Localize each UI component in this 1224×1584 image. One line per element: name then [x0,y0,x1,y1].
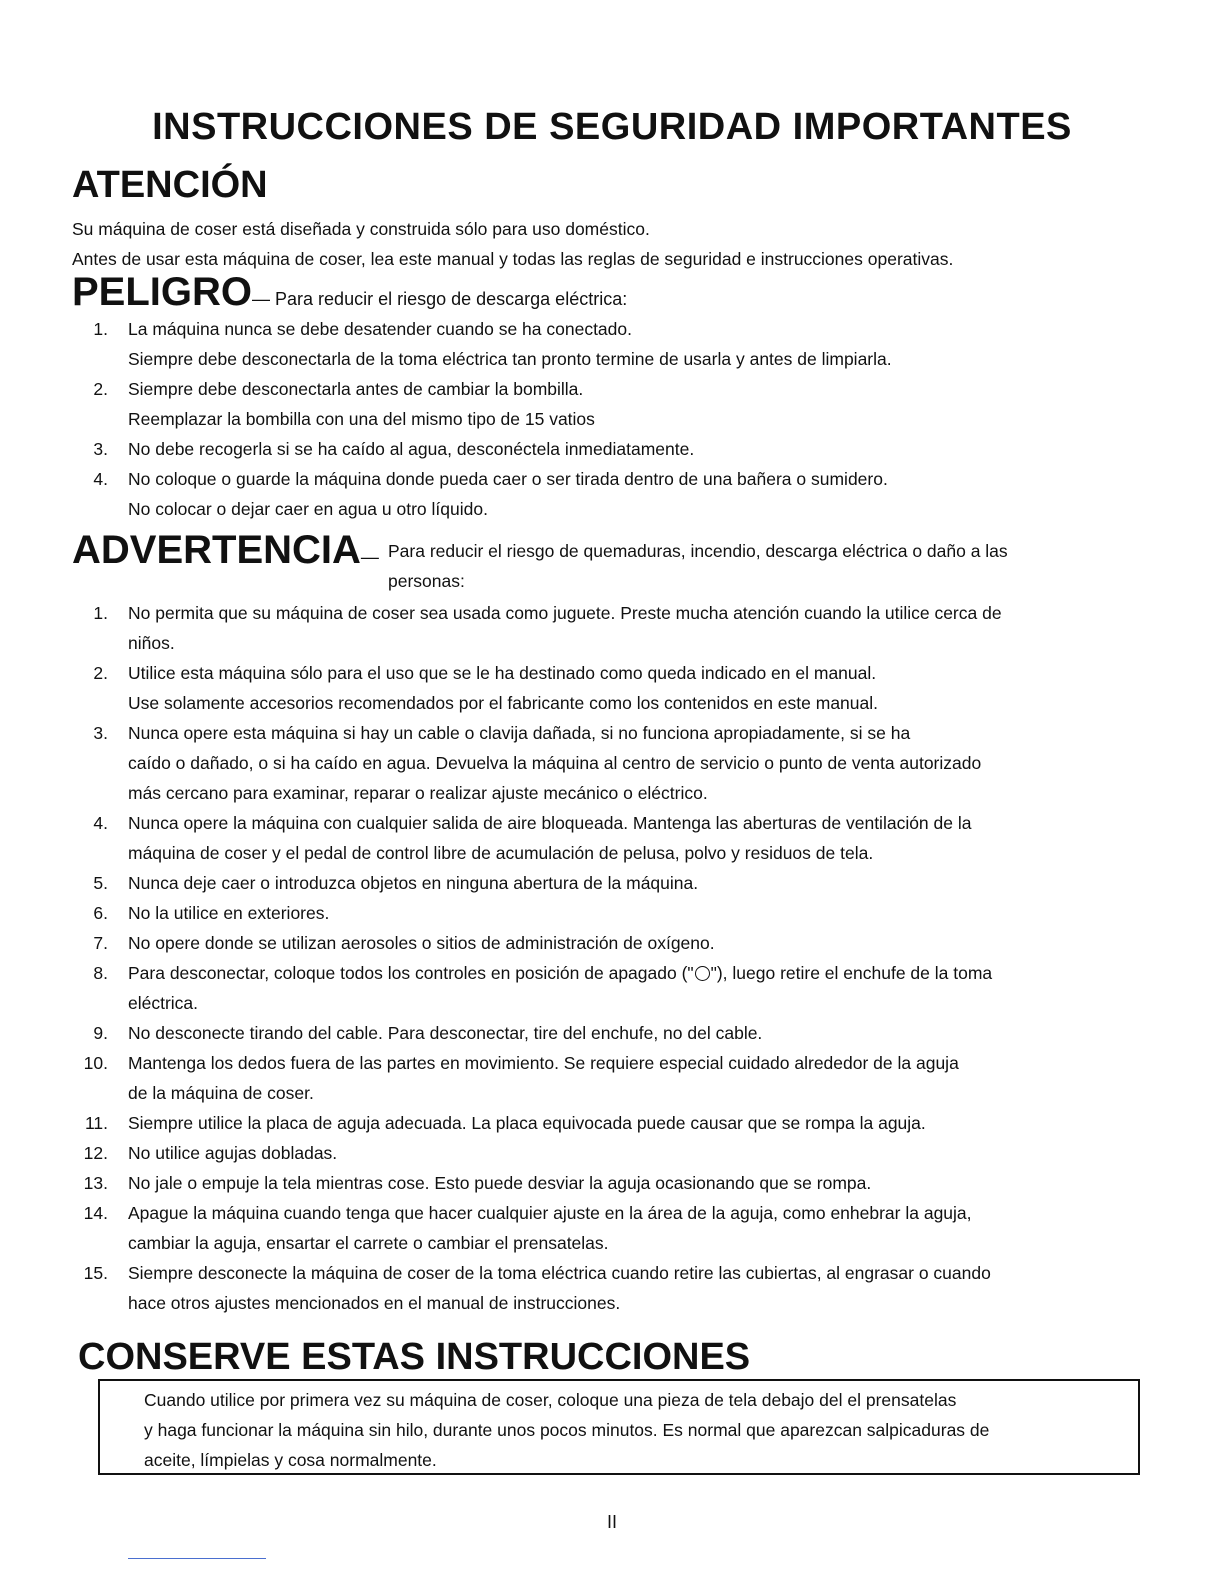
item-number: 15. [83,1263,108,1283]
list-item [80,868,1002,898]
advertencia-heading [72,528,379,573]
peligro-list [80,314,892,524]
bottom-rule [128,1558,266,1559]
list-item [80,598,1002,658]
list-item [80,1198,1002,1258]
list-item [80,1048,1002,1108]
advertencia-intro-line-2: personas: [388,571,465,591]
list-item [80,1258,1002,1318]
item-line: eléctrica. [128,993,199,1013]
item-line: La máquina nunca se debe desatender cuando se ha conectado. [128,319,632,339]
item-line: Siempre debe desconectarla de la toma eléctrica tan pronto termine de usarla y antes de limpiarla. [128,349,892,369]
item-number: 3. [93,439,108,459]
item-number: 7. [93,933,108,953]
item-line: No opere donde se utilizan aerosoles o sitios de administración de oxígeno. [128,933,715,953]
item-line: No colocar o dejar caer en agua u otro líquido. [128,499,488,519]
item-line: de la máquina de coser. [128,1083,314,1103]
advertencia-dash: — [360,547,379,567]
list-item [80,1138,1002,1168]
page-number: II [606,1512,617,1532]
list-item [80,898,1002,928]
item-line: Siempre debe desconectarla antes de cambiar la bombilla. [128,379,584,399]
item-line: Nunca deje caer o introduzca objetos en ninguna abertura de la máquina. [128,873,699,893]
item-line: niños. [128,633,175,653]
item-number: 2. [93,663,108,683]
item-number: 5. [93,873,108,893]
item-number: 1. [93,603,108,623]
item-line [128,958,1002,988]
item-line: Utilice esta máquina sólo para el uso que se le ha destinado como queda indicado en el manual. [128,663,877,683]
item-number: 1. [93,319,108,339]
list-item [80,1108,1002,1138]
item-line: No coloque o guarde la máquina donde pueda caer o ser tirada dentro de una bañera o sumidero. [128,469,888,489]
list-item [80,314,892,374]
notice-line-1: Cuando utilice por primera vez su máquina de coser, coloque una pieza de tela debajo del el prensatelas [144,1390,957,1410]
item-number: 2. [93,379,108,399]
item-line: caído o dañado, o si ha caído en agua. Devuelva la máquina al centro de servicio o punto de venta autorizado [128,753,982,773]
advertencia-intro-line-1: Para reducir el riesgo de quemaduras, incendio, descarga eléctrica o daño a las [388,541,1008,561]
notice-line-2: y haga funcionar la máquina sin hilo, durante unos pocos minutos. Es normal que aparezcan salpicaduras de [144,1420,990,1440]
item-text-part: "), luego retire el enchufe de la toma [710,963,993,983]
item-line: Mantenga los dedos fuera de las partes en movimiento. Se requiere especial cuidado alrededor de la aguja [128,1053,959,1073]
item-number: 3. [93,723,108,743]
peligro-intro: — Para reducir el riesgo de descarga eléctrica: [252,289,628,309]
item-line: No desconecte tirando del cable. Para desconectar, tire del enchufe, no del cable. [128,1023,763,1043]
item-line: No utilice agujas dobladas. [128,1143,338,1163]
item-line: máquina de coser y el pedal de control libre de acumulación de pelusa, polvo y residuos de tela. [128,843,874,863]
list-item [80,464,892,524]
atencion-heading: ATENCIÓN [72,164,268,206]
item-line: No la utilice en exteriores. [128,903,330,923]
item-line: Siempre desconecte la máquina de coser de la toma eléctrica cuando retire las cubiertas, al engrasar o cuando [128,1263,991,1283]
list-item [80,718,1002,808]
list-item [80,808,1002,868]
conserve-heading: CONSERVE ESTAS INSTRUCCIONES [78,1336,751,1378]
item-line: No jale o empuje la tela mientras cose. Esto puede desviar la aguja ocasionando que se rompa. [128,1173,872,1193]
off-circle-icon [695,966,710,981]
item-number: 9. [93,1023,108,1043]
item-line: Nunca opere esta máquina si hay un cable o clavija dañada, si no funciona apropiadamente, si se ha [128,723,911,743]
item-line: Use solamente accesorios recomendados por el fabricante como los contenidos en este manual. [128,693,878,713]
item-line: Siempre utilice la placa de aguja adecuada. La placa equivocada puede causar que se rompa la aguja. [128,1113,926,1133]
item-line: Reemplazar la bombilla con una del mismo tipo de 15 vatios [128,409,595,429]
list-item [80,1018,1002,1048]
item-line: Nunca opere la máquina con cualquier salida de aire bloqueada. Mantenga las aberturas de ventilación de la [128,813,972,833]
list-item [80,1168,1002,1198]
item-number: 14. [83,1203,108,1223]
item-number: 11. [84,1113,108,1133]
list-item [80,928,1002,958]
advertencia-heading-text: ADVERTENCIA [72,528,361,572]
list-item [80,434,892,464]
atencion-paragraph-2: Antes de usar esta máquina de coser, lea este manual y todas las reglas de seguridad e instrucciones operativas. [72,249,954,269]
item-line: No permita que su máquina de coser sea usada como juguete. Preste mucha atención cuando la utilice cerca de [128,603,1002,623]
item-number: 8. [93,963,108,983]
notice-line-3: aceite, límpielas y cosa normalmente. [144,1450,437,1470]
item-number: 4. [93,813,108,833]
list-item [80,374,892,434]
item-line: más cercano para examinar, reparar o realizar ajuste mecánico o eléctrico. [128,783,708,803]
peligro-heading-text: PELIGRO [72,270,253,314]
item-line: Apague la máquina cuando tenga que hacer cualquier ajuste en la área de la aguja, como enhebrar la aguja, [128,1203,972,1223]
notice-box [98,1379,1140,1475]
page-title: INSTRUCCIONES DE SEGURIDAD IMPORTANTES [152,106,1072,148]
list-item [80,958,1002,1018]
list-item [80,658,1002,718]
item-text-part: Para desconectar, coloque todos los controles en posición de apagado (" [128,963,694,983]
advertencia-intro [388,536,1008,596]
item-number: 4. [93,469,108,489]
atencion-paragraph-1: Su máquina de coser está diseñada y construida sólo para uso doméstico. [72,219,650,239]
item-number: 12. [83,1143,108,1163]
advertencia-list [80,598,1002,1318]
item-number: 6. [93,903,108,923]
peligro-heading [72,270,627,315]
item-line: hace otros ajustes mencionados en el manual de instrucciones. [128,1293,621,1313]
item-line: No debe recogerla si se ha caído al agua, desconéctela inmediatamente. [128,439,695,459]
item-number: 13. [83,1173,108,1193]
item-number: 10. [83,1053,108,1073]
item-line: cambiar la aguja, ensartar el carrete o cambiar el prensatelas. [128,1233,609,1253]
